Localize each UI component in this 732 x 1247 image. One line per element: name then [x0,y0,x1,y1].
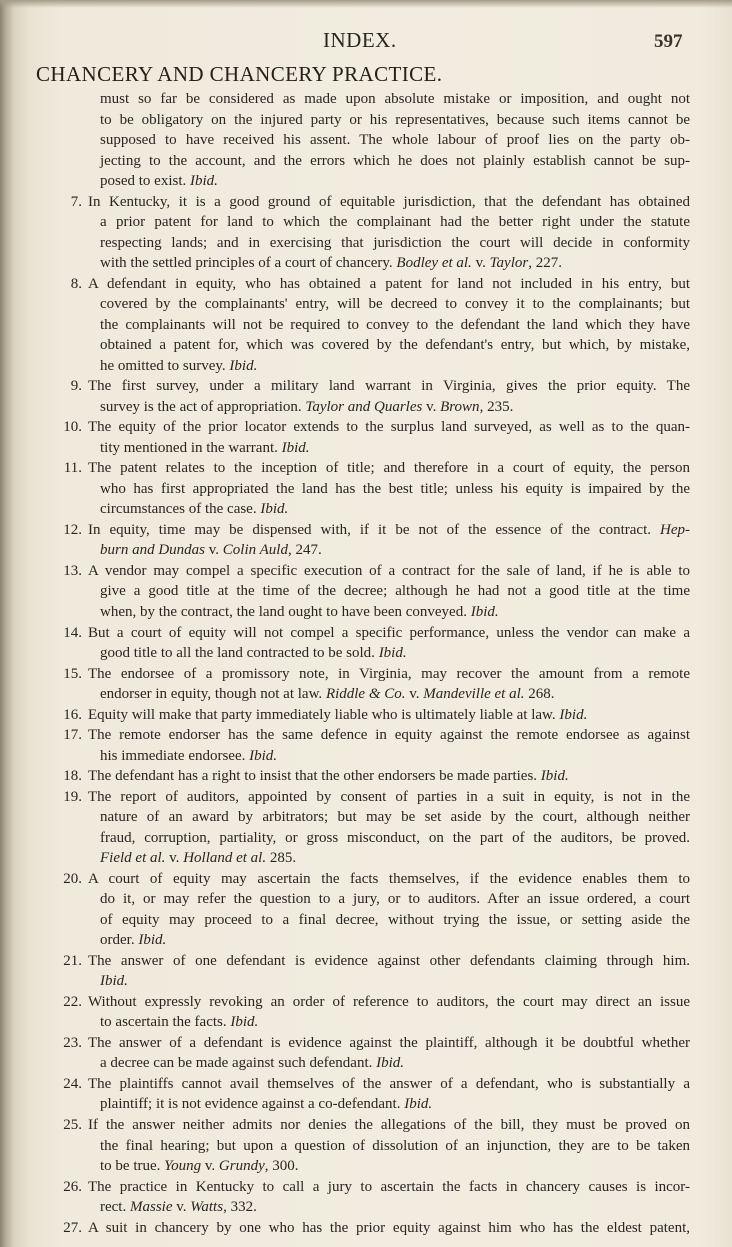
entry-number: 9. [70,378,82,395]
entry-number: 7. [70,193,82,210]
index-entry-line [0,253,732,273]
index-entry-line [0,171,732,191]
running-head [0,28,732,54]
index-entry-first-line [0,376,732,396]
page-top-shadow [0,0,732,8]
text-segment: 285. [266,850,297,867]
text-segment: The plaintiffs cannot avail themselves of the answer of a defendant, who is substantially a [88,1075,690,1092]
entry-number: 24. [63,1075,82,1092]
case-citation: Brown [440,398,480,415]
case-citation: Ibid. [376,1055,405,1072]
entry-number: 18. [63,768,82,785]
index-entry-line [0,130,732,150]
index-entry-line [0,356,732,376]
entry-text [100,479,690,499]
entry-text [100,151,690,171]
text-segment: survey is the act of appropriation. [100,398,306,415]
entry-text [88,417,690,437]
index-entry-first-line [0,274,732,294]
text-segment: a decree can be made against such defendant. [100,1055,377,1072]
entry-text [100,746,690,766]
case-citation: Taylor and Quarles [305,398,423,415]
case-citation: Ibid. [229,357,258,374]
text-segment: If the answer neither admits nor denies the allegations of the bill, they must be proved on [88,1117,690,1133]
index-entry-line [0,499,732,519]
running-title: INDEX. [323,28,397,52]
text-segment: v. [422,398,441,415]
text-segment: to ascertain the facts. [100,1014,231,1031]
index-entry-first-line [0,1218,732,1238]
entry-text [100,971,690,991]
text-segment: , 300. [264,1158,299,1175]
text-segment: supposed to have received his assent. The whole labour of proof lies on the party ob- [100,132,690,149]
entry-number: 11. [63,460,82,477]
index-entry-first-line [0,869,732,889]
entry-text [100,828,690,848]
index-entry-line [0,1094,732,1114]
case-citation: Ibid. [249,747,278,764]
section-heading: CHANCERY AND CHANCERY PRACTICE. [36,62,443,86]
text-segment: The answer of one defendant is evidence against other defendants claiming through him. [88,952,690,969]
case-citation: Hep- [660,521,690,538]
index-entry-first-line [0,1177,732,1197]
entry-text [100,1053,690,1073]
text-segment: who has first appropriated the land has the best title; unless his equity is impaired by the [100,480,690,497]
entry-text [88,664,690,684]
entry-text [100,499,690,519]
index-entry-line [0,848,732,868]
entry-text [100,397,690,417]
entry-text [88,1177,690,1197]
index-entry-first-line [0,992,732,1012]
case-citation: Field et al. [100,850,166,867]
case-citation: Taylor [489,255,529,272]
text-segment: the final hearing; but upon a question of dissolution of an injunction, they are to be taken [100,1137,690,1154]
index-entry-first-line [0,766,732,786]
index-entry-line [0,479,732,499]
text-segment: fraud, corruption, partiality, or gross misconduct, on the part of the auditors, be proved. [100,829,690,846]
entry-text [100,848,690,868]
index-entry-first-line [0,520,732,540]
entry-text [100,130,690,150]
text-segment: obtained a patent for, which was covered by the defendant's entry, but which, by mistake, [100,337,690,354]
text-segment: The first survey, under a military land warrant in Virginia, gives the prior equity. The [88,378,690,395]
case-citation: Ibid. [404,1096,433,1113]
index-entry-line [0,581,732,601]
entry-number: 12. [63,521,82,538]
entry-text [88,520,690,540]
index-entry-line [0,1197,732,1217]
entry-text [100,602,690,622]
entry-text [88,1218,690,1238]
entry-number: 23. [63,1034,82,1051]
entry-text [100,335,690,355]
entry-number: 27. [63,1219,82,1236]
index-entry-line [0,540,732,560]
index-entry-line [0,1053,732,1073]
entry-text [88,1033,690,1053]
entry-number: 21. [63,952,82,969]
index-entry-line [0,889,732,909]
case-citation: Ibid. [470,604,499,620]
entry-text [88,869,690,889]
index-entry-first-line [0,1074,732,1094]
entry-number: 13. [63,562,82,579]
text-segment: endorser in equity, though not at law. [100,686,326,703]
index-entry-first-line [0,192,732,212]
text-segment: A vendor may compel a specific execution of a contract for the sale of land, if he is able to [88,562,690,579]
text-segment: rect. [100,1199,130,1216]
text-segment: v. [172,1199,191,1216]
text-segment: The remote endorser has the same defence in equity against the remote endorsee as against [88,727,690,744]
case-citation: Ibid. [378,645,407,662]
entry-text [88,623,690,643]
text-segment: a prior patent for land to which the complainant had the better right under the statute [100,214,690,231]
text-segment: of equity may proceed to a final decree, without trying the issue, or setting aside the [100,911,690,928]
entry-text [100,1156,690,1176]
entry-text [88,1074,690,1094]
case-citation: Young [164,1158,202,1175]
case-citation: Ibid. [100,973,128,990]
index-entry-line [0,807,732,827]
index-entry-first-line [0,705,732,725]
text-segment: v. [405,686,424,703]
text-segment: good title to all the land contracted to be sold. [100,645,379,662]
text-segment: jecting to the account, and the errors which he does not plainly establish cannot be sup- [100,152,690,169]
text-segment: The equity of the prior locator extends to the surplus land surveyed, as well as to the quan- [88,419,690,436]
entry-number: 8. [70,275,82,292]
index-entry-line [0,828,732,848]
index-entry-line [0,910,732,930]
entry-text [88,705,690,725]
index-entry-line [0,233,732,253]
index-entry-line [0,1156,732,1176]
text-segment: The patent relates to the inception of title; and therefore in a court of equity, the person [88,460,690,477]
index-entry-line [0,602,732,622]
case-citation: Mandeville et al. [423,686,525,703]
index-entry-line [0,930,732,950]
entry-number: 25. [63,1117,82,1133]
text-segment: v. [165,850,184,867]
index-entry-line [0,746,732,766]
entry-text [100,253,690,273]
entry-text [100,1012,690,1032]
entry-number: 22. [63,993,82,1010]
entry-text [88,951,690,971]
text-segment: , 235. [479,398,514,415]
entry-number: 15. [63,665,82,682]
entry-text [100,438,690,458]
entry-text [100,212,690,232]
entry-text [100,643,690,663]
entry-text [88,192,690,212]
text-segment: circumstances of the case. [100,501,261,518]
index-entry-line [0,438,732,458]
entry-text [100,233,690,253]
text-segment: v. [471,255,490,272]
text-segment: when, by the contract, the land ought to have been conveyed. [100,604,471,620]
entry-text [100,315,690,335]
case-citation: Ibid. [540,768,569,785]
text-segment: The defendant has a right to insist that the other endorsers be made parties. [88,768,541,785]
text-segment: the complainants will not be required to convey to the defendant the land which they have [100,316,690,333]
text-segment: must so far be considered as made upon absolute mistake or imposition, and ought not [100,91,690,107]
text-segment: posed to exist. [100,173,190,190]
entry-text [100,889,690,909]
text-segment: The report of auditors, appointed by consent of parties in a suit in equity, is not in the [88,788,690,805]
index-entry-first-line [0,1115,732,1135]
entry-text [100,1136,690,1156]
case-citation: Colin Auld [222,542,288,559]
index-entry-line [0,110,732,130]
case-citation: burn and Dundas [100,542,206,559]
text-segment: v. [205,542,223,559]
index-entry-line [0,397,732,417]
entry-text [100,1094,690,1114]
entry-text [88,376,690,396]
index-entry-first-line [0,417,732,437]
text-segment: In equity, time may be dispensed with, if it be not of the essence of the contract. [88,521,660,538]
text-segment: covered by the complainants' entry, will be decreed to convey it to the complainants; but [100,296,690,313]
index-entry-line [0,971,732,991]
index-entry-first-line [0,664,732,684]
index-entry-first-line [0,561,732,581]
index-entry-line [0,212,732,232]
text-segment: , 247. [287,542,322,559]
text-segment: The practice in Kentucky to call a jury to ascertain the facts in chancery causes is incor- [88,1178,690,1195]
entry-text [88,1115,690,1135]
case-citation: Ibid. [281,439,310,456]
case-citation: Ibid. [138,932,167,949]
entry-number: 20. [63,870,82,887]
entry-number: 14. [63,624,82,641]
index-entry-first-line [0,725,732,745]
entry-text [88,725,690,745]
text-segment: give a good title at the time of the decree; although he had not a good title at the time [100,583,690,600]
index-entry-line [0,315,732,335]
index-entry-first-line [0,623,732,643]
text-segment: A defendant in equity, who has obtained a patent for land not included in his entry, but [88,275,690,292]
text-segment: In Kentucky, it is a good ground of equitable jurisdiction, that the defendant has obtained [88,193,690,210]
text-segment: A suit in chancery by one who has the prior equity against him who has the eldest patent, [88,1219,690,1236]
entry-text [100,581,690,601]
case-citation: Bodley et al. [396,255,472,272]
entry-text [88,992,690,1012]
case-citation: Holland et al. [183,850,267,867]
index-entry-first-line [0,951,732,971]
text-segment: respecting lands; and in exercising that jurisdiction the court will decide in conformity [100,234,690,251]
text-segment: to be true. [100,1158,165,1175]
entry-text [88,458,690,478]
text-segment: Without expressly revoking an order of reference to auditors, the court may direct an issue [88,993,690,1010]
text-segment: order. [100,932,139,949]
entry-text [100,89,690,109]
index-entry-line [0,643,732,663]
case-citation: Ibid. [230,1014,259,1031]
case-citation: Ibid. [260,501,289,518]
text-segment: nature of an award by arbitrators; but may be set aside by the court, although neither [100,809,690,826]
entry-text [100,540,690,560]
entry-text [100,110,690,130]
entry-text [88,787,690,807]
entry-text [88,561,690,581]
entry-text [100,1197,690,1217]
entry-number: 16. [63,706,82,723]
index-entry-line [0,684,732,704]
entry-text [100,356,690,376]
text-segment: 268. [524,686,555,703]
text-segment: plaintiff; it is not evidence against a co-defendant. [100,1096,405,1113]
text-segment: his immediate endorsee. [100,747,250,764]
case-citation: Massie [129,1199,173,1216]
entry-text [100,807,690,827]
entry-text [100,930,690,950]
text-segment: he omitted to survey. [100,357,230,374]
text-segment: do it, or may refer the question to a jury, or to auditors. After an issue ordered, a court [100,891,690,908]
text-segment: tity mentioned in the warrant. [100,439,282,456]
text-segment: The endorsee of a promissory note, in Virginia, may recover the amount from a remote [88,665,690,682]
text-segment: , 227. [528,255,562,272]
case-citation: Watts [190,1199,224,1216]
text-segment: , 332. [223,1199,257,1216]
index-entry-line [0,89,732,109]
index-entry-line [0,335,732,355]
entry-text [100,684,690,704]
case-citation: Riddle & Co. [325,686,406,703]
case-citation: Ibid. [559,706,588,723]
text-segment: The answer of a defendant is evidence against the plaintiff, although it be doubtful whether [88,1034,690,1051]
entry-number: 26. [63,1178,82,1195]
entry-text [88,766,690,786]
entry-text [100,294,690,314]
text-segment: v. [201,1158,219,1175]
case-citation: Ibid. [190,173,218,190]
index-entry-first-line [0,1033,732,1053]
text-segment: But a court of equity will not compel a specific performance, unless the vendor can make a [88,624,690,641]
index-entry-first-line [0,458,732,478]
text-segment: Equity will make that party immediately liable who is ultimately liable at law. [88,706,560,723]
index-entry-line [0,151,732,171]
entry-text [88,274,690,294]
index-entry-line [0,1136,732,1156]
index-entry-first-line [0,787,732,807]
entry-text [100,171,690,191]
case-citation: Grundy [218,1158,265,1175]
entry-number: 17. [63,727,82,744]
entry-text [100,910,690,930]
entry-number: 10. [63,419,82,436]
page-number: 597 [654,31,683,52]
index-entry-line [0,1012,732,1032]
text-segment: with the settled principles of a court of chancery. [100,255,397,272]
index-entry-line [0,294,732,314]
text-segment: A court of equity may ascertain the facts themselves, if the evidence enables them to [88,870,690,887]
entry-number: 19. [63,788,82,805]
text-segment: to be obligatory on the injured party or his representatives, because such items cannot be [100,111,690,128]
